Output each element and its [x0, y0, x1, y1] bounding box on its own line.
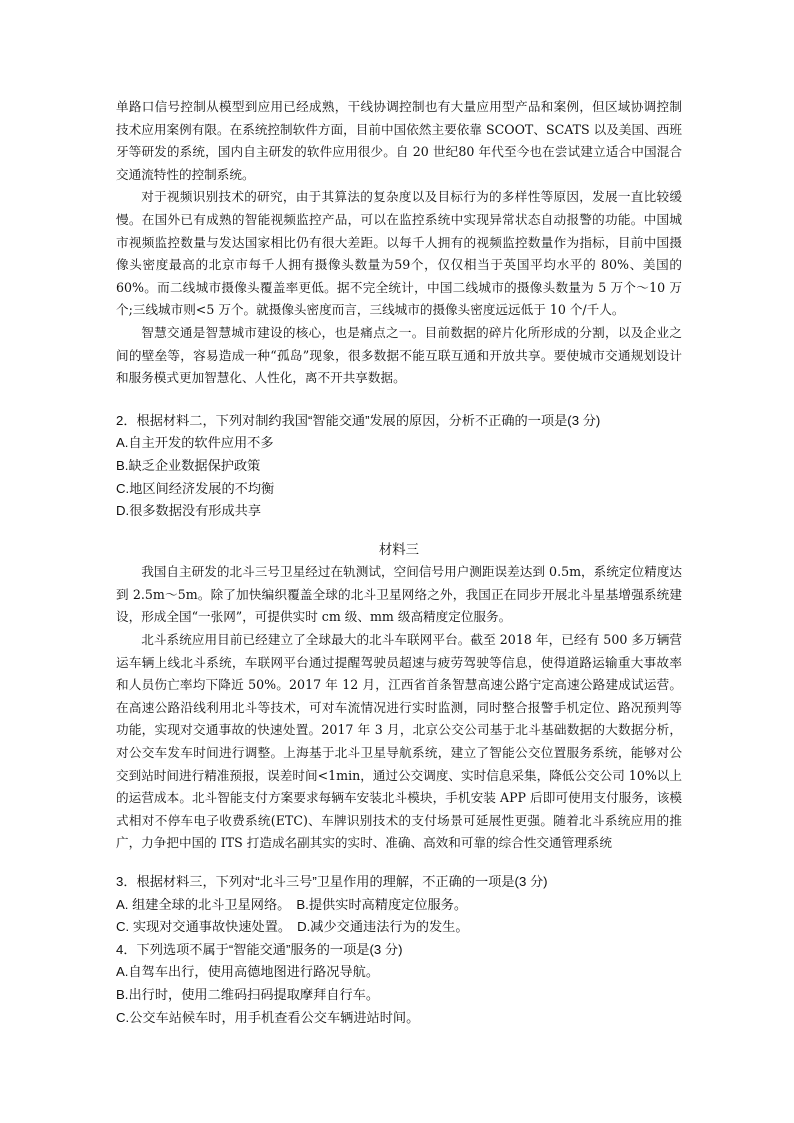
- material3-paragraph-2: 北斗系统应用目前已经建立了全球最大的北斗车联网平台。截至 2018 年，已经有 500 多万辆营运车辆上线北斗系统，车联网平台通过提醒驾驶员超速与疲劳驾驶等信息，使得道路运输重大事故率和人员伤亡率均下降近 50%。2017 年 12 月，江西省首条智慧高速公路宁定高速公路建成试运营。在高速公路沿线利用北斗等技术，可对车流情况进行实时监测，同时整合报警手机定位、路况预判等功能，实现对交通事故的快速处置。2017 年 3 月，北京公交公司基于北斗基础数据的大数据分析，对公交车发车时间进行调整。上海基于北斗卫星导航系统，建立了智能公交位置服务系统，能够对公交到站时间进行精准预报，误差时间<1min，通过公交调度、实时信息采集，降低公交公司 10%以上的运营成本。北斗智能支付方案要求每辆车安装北斗模块，手机安装 APP 后即可使用支付服务，该模式相对不停车电子收费系统(ETC)、车牌识别技术的支付场景可延展性更强。随着北斗系统应用的推广，力争把中国的 ITS 打造成名副其实的实时、准确、高效和可靠的综合性交通管理系统: [116, 632, 682, 851]
- question-2: [116, 410, 682, 523]
- question-2-option-b: B.缺乏企业数据保护政策: [116, 457, 261, 473]
- question-2-option-a: A.自主开发的软件应用不多: [116, 435, 274, 451]
- material3-title: 材料三: [378, 541, 420, 557]
- material2-paragraph-3: 智慧交通是智慧城市建设的核心，也是痛点之一。目前数据的碎片化所形成的分割，以及企业之间的壁垒等，容易造成一种“孤岛”现象，很多数据不能互联互通和开放共享。要使城市交通规划设计和服务模式更加智慧化、人性化，离不开共享数据。: [116, 324, 682, 386]
- question-3-stem: 3．根据材料三，下列对“北斗三号”卫星作用的理解，不正确的一项是(3 分): [116, 874, 548, 889]
- question-3-options-ab: [116, 894, 682, 917]
- question-2-option-c: C.地区间经济发展的不均衡: [116, 480, 275, 496]
- material2-paragraph-1: 单路口信号控制从模型到应用已经成熟，干线协调控制也有大量应用型产品和案例，但区域协调控制技术应用案例有限。在系统控制软件方面，目前中国依然主要依靠 SCOOT、SCATS 以及美国、西班牙等研发的系统，国内自主研发的软件应用很少。自 20 世纪80 年代至今也在尝试建立适合中国混合交通流特性的控制系统。: [116, 99, 682, 182]
- question-3-option-a: A. 组建全球的北斗卫星网络。: [116, 896, 291, 912]
- question-2-option-d: D.很多数据没有形成共享: [116, 503, 262, 519]
- question-4-stem: 4．下列选项不属于“智能交通”服务的一项是(3 分): [116, 941, 403, 957]
- question-2-stem: 2．根据材料二，下列对制约我国“智能交通”发展的原因，分析不正确的一项是(3 分): [116, 412, 601, 428]
- question-3-option-b: B.提供实时高精度定位服务。: [296, 896, 468, 912]
- question-4-option-c: C.公交车站候车时，用手机查看公交车辆进站时间。: [116, 1009, 420, 1025]
- question-4: [116, 939, 682, 1029]
- question-3-options-cd: [116, 916, 682, 939]
- question-4-option-a: A.自驾车出行，使用高德地图进行路况导航。: [116, 964, 380, 980]
- material2-paragraph-2: 对于视频识别技术的研究，由于其算法的复杂度以及目标行为的多样性等原因，发展一直比较缓慢。在国外已有成熟的智能视频监控产品，可以在监控系统中实现异常状态自动报警的功能。中国城市视频监控数量与发达国家相比仍有很大差距。以每千人拥有的视频监控数量作为指标，目前中国摄像头密度最高的北京市每千人拥有摄像头数量为59个，仅仅相当于英国平均水平的 80%、美国的 60%。而二线城市摄像头覆盖率更低。据不完全统计，中国二线城市的摄像头数量为 5 万个～10 万个;三线城市则<5 万个。就摄像头密度而言，三线城市的摄像头密度远远低于 10 个/千人。: [116, 189, 682, 318]
- question-3: [116, 871, 682, 939]
- exam-page: [116, 96, 682, 1029]
- question-3-option-d: D.减少交通违法行为的发生。: [297, 919, 469, 935]
- material3-paragraph-1: 我国自主研发的北斗三号卫星经过在轨测试，空间信号用户测距误差达到 0.5m，系统定位精度达到 2.5m～5m。除了加快编织覆盖全球的北斗卫星网络之外，我国正在同步开展北斗星基增强系统建设，形成全国“一张网”，可提供实时 cm 级、mm 级高精度定位服务。: [116, 564, 682, 625]
- question-3-option-c: C. 实现对交通事故快速处置。: [116, 919, 292, 935]
- question-4-option-b: B.出行时，使用二维码扫码提取摩拜自行车。: [116, 986, 380, 1002]
